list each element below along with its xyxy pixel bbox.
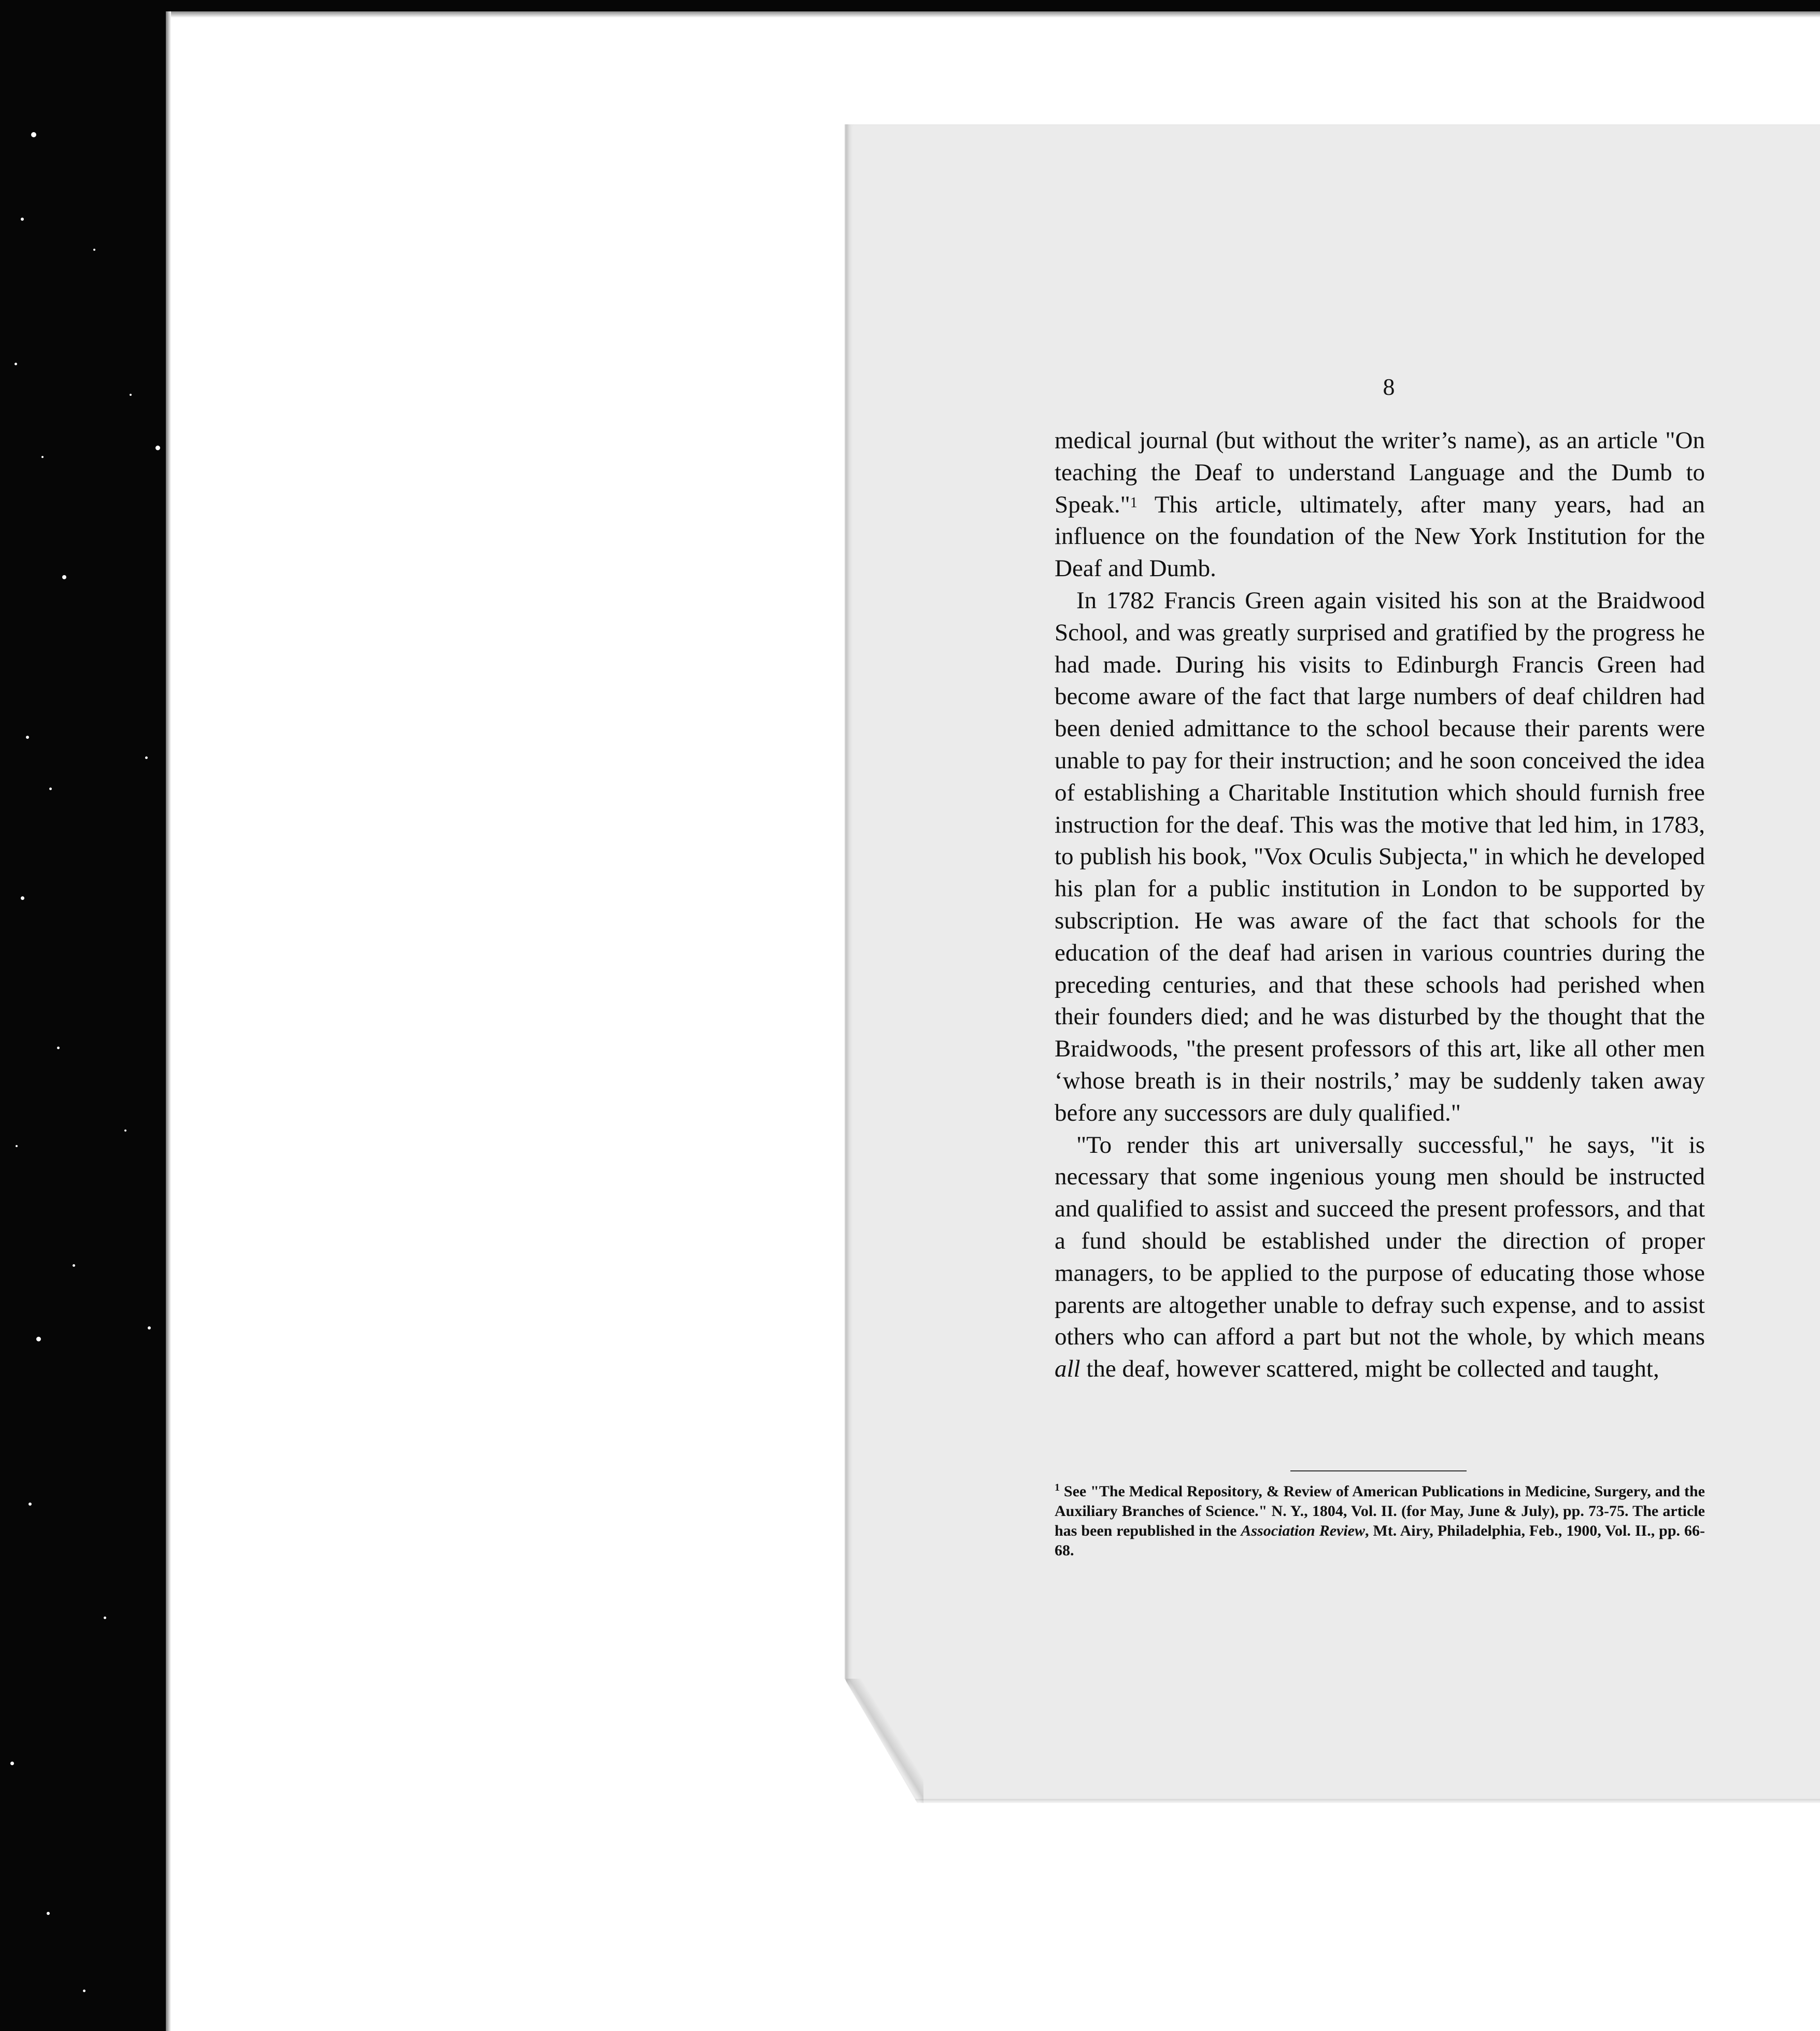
scanner-bed-left: [0, 0, 166, 2031]
scanner-edge-shadow-left: [166, 11, 171, 2031]
footnote-marker: 1: [1130, 494, 1138, 511]
dust-speck: [155, 446, 160, 450]
dust-speck: [16, 1145, 18, 1147]
scanner-bed-top: [0, 0, 1820, 11]
dust-speck: [57, 1047, 60, 1049]
dust-speck: [10, 1762, 14, 1765]
paragraph: [1055, 1129, 1705, 1385]
page-fold-shadow: [846, 1679, 923, 1803]
paragraph: [1055, 585, 1705, 1129]
text-run: In 1782 Francis Green again visited his son at the Braidwood School, and was greatly surprised and gratified by the progress he had made. During his visits to Edinburgh Francis Green had become aware of the fact that large numbers of deaf children had been denied admittance to the school because their parents were unable to pay for their instruction; and he soon conceived the idea of establishing a Charitable Institution which should furnish free instruction for the deaf. This was the motive that led him, in 1783, to publish his book, "Vox Oculis Subjecta," in which he developed his plan for a public institution in London to be supported by subscription. He was aware of the fact that schools for the education of the deaf had arisen in various countries during the preceding centuries, and that these schools had perished when their founders died; and he was disturbed by the thought that the Braidwoods, "the present professors of this art, like all other men ‘whose breath is in their nostrils,’ may be suddenly taken away before any successors are duly qualified.": [1055, 587, 1705, 1126]
dust-speck: [31, 132, 36, 137]
text-run: , Mt. Airy, Philadelphia, Feb., 1900, Vol. II., pp. 66-68.: [1055, 1522, 1705, 1559]
dust-speck: [41, 456, 44, 458]
italic-text: all: [1055, 1355, 1080, 1383]
dust-speck: [83, 1990, 86, 1992]
dust-speck: [47, 1912, 50, 1915]
page-sheet-bottom-edge: [845, 1799, 1820, 1803]
footnote: [1055, 1478, 1705, 1561]
dust-speck: [148, 1326, 151, 1329]
dust-speck: [49, 788, 52, 790]
text-run: See "The Medical Repository, & Review of American Publications in Medicine, Surgery, and the Auxiliary Branches of Science." N. Y., 1804, Vol. II. (for May, June & July), pp. 73-75. The article has been republished in the: [1055, 1483, 1705, 1539]
footnote-marker: 1: [1055, 1482, 1060, 1493]
text-run: medical journal (but without the writer’s name), as an article "On teaching the Deaf to understand Language and the Dumb to Speak.": [1055, 427, 1705, 518]
dust-speck: [93, 249, 95, 251]
dust-speck: [124, 1129, 126, 1132]
scanner-edge-shadow-top: [166, 11, 1820, 18]
dust-speck: [21, 896, 24, 900]
paragraph: [1055, 425, 1705, 585]
page-number: 8: [1383, 374, 1395, 400]
text-run: This article, ultimately, after many years, had an influence on the foundation of the New York Institution for the Deaf and Dumb.: [1055, 491, 1705, 582]
dust-speck: [145, 756, 148, 759]
dust-speck: [104, 1617, 106, 1619]
dust-speck: [21, 218, 24, 221]
text-run: the deaf, however scattered, might be collected and taught,: [1080, 1355, 1659, 1383]
dust-speck: [130, 394, 132, 396]
footnote-rule: [1290, 1470, 1467, 1471]
dust-speck: [26, 736, 29, 739]
body-text: [1055, 425, 1705, 1385]
text-run: "To render this art universally successful," he says, "it is necessary that some ingenious young men should be instructed and qualified to assist and succeed the present professors, and that a fund should be established under the direction of proper managers, to be applied to the purpose of educating those whose parents are altogether unable to defray such expense, and to assist others who can afford a part but not the whole, by which means: [1055, 1131, 1705, 1351]
italic-text: Association Review: [1241, 1522, 1366, 1539]
dust-speck: [62, 575, 66, 579]
dust-speck: [73, 1264, 75, 1267]
dust-speck: [36, 1337, 41, 1341]
dust-speck: [15, 363, 17, 365]
dust-speck: [29, 1503, 32, 1506]
